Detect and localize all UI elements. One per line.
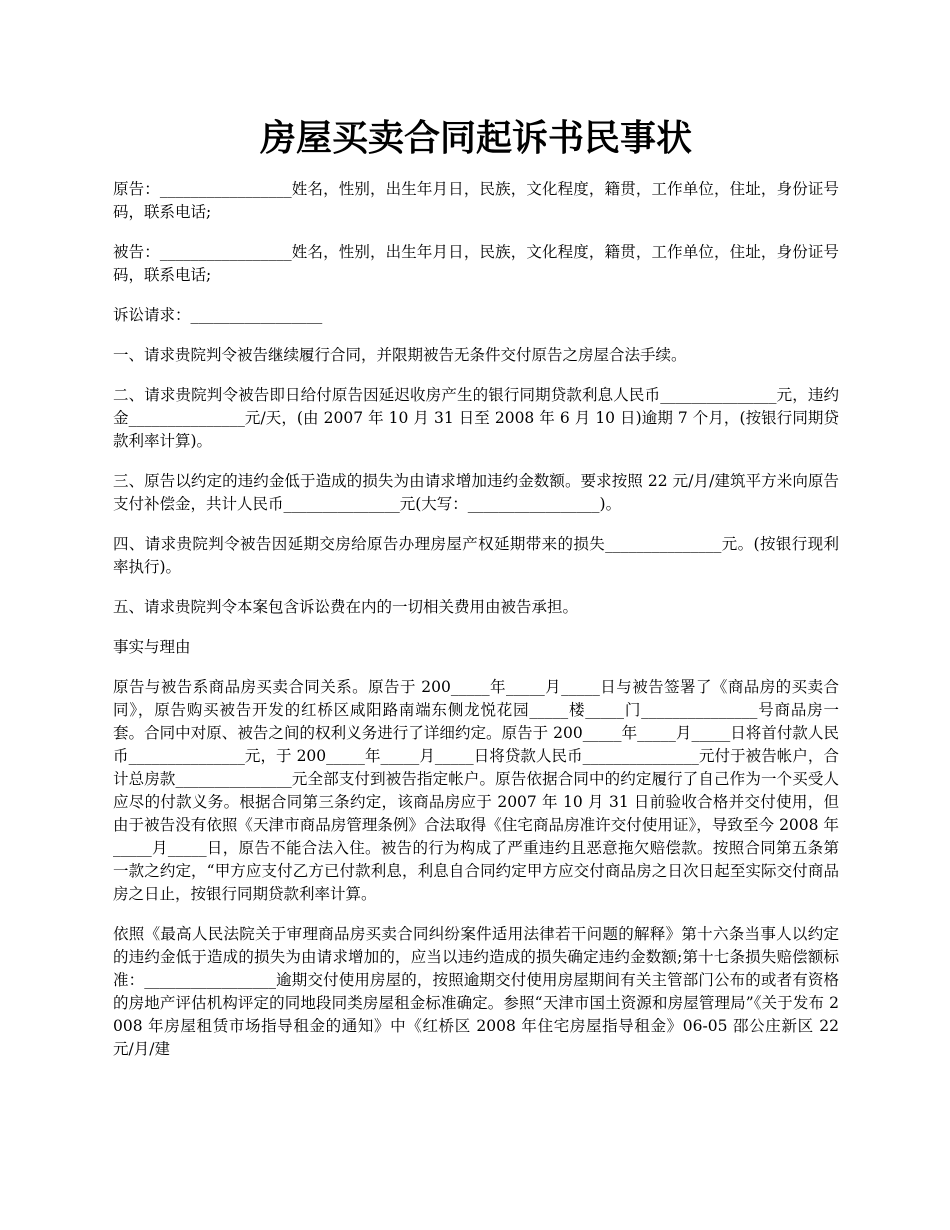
document-title: 房屋买卖合同起诉书民事状 — [259, 117, 692, 159]
claims-heading: 诉讼请求：_________________ — [113, 306, 323, 324]
claim-item-4: 四、请求贵院判令被告因延期交房给原告办理房屋产权延期带来的损失_______________元。(按银行现利率执行)。 — [113, 535, 839, 576]
legal-basis-paragraph: 依照《最高人民法院关于审理商品房买卖合同纠纷案件适用法律若干问题的解释》第十六条当事人以约定的违约金低于造成的损失为由请求增加的，应当以违约造成的损失确定违约金数额;第十七条损失赔偿额标准：_________________逾期交付使用房屋的，按照逾期交付使用房屋期间有关主管部门公布的或者有资格的房地产评估机构评定的同地段同类房屋租金标准确定。参照“天津市国土资源和房屋管理局”《关于发布 2008 年房屋租赁市场指导租金的通知》中《红桥区 2008 年住宅房屋指导租金》06-05 邵公庄新区 22 元/月/建 — [113, 925, 839, 1058]
defendant-paragraph: 被告：_________________姓名，性别，出生年月日，民族，文化程度，籍贯，工作单位，住址，身份证号码，联系电话; — [113, 243, 839, 284]
claim-item-3: 三、原告以约定的违约金低于造成的损失为由请求增加违约金数额。要求按照 22 元/月/建筑平方米向原告支付补偿金，共计人民币_______________元(大写：_________________)。 — [113, 472, 839, 513]
plaintiff-paragraph: 原告：_________________姓名，性别，出生年月日，民族，文化程度，籍贯，工作单位，住址，身份证号码，联系电话; — [113, 180, 839, 221]
claim-item-1: 一、请求贵院判令被告继续履行合同，并限期被告无条件交付原告之房屋合法手续。 — [113, 346, 687, 364]
document-page — [113, 112, 839, 1077]
facts-paragraph: 原告与被告系商品房买卖合同关系。原告于 200_____年_____月_____日与被告签署了《商品房的买卖合同》，原告购买被告开发的红桥区咸阳路南端东侧龙悦花园_____楼_____门_______________号商品房一套。合同中对原、被告之间的权利义务进行了详细约定。原告于 200_____年_____月_____日将首付款人民币_______________元，于 200_____年_____月_____日将贷款人民币_______________元付于被告帐户，合计总房款_______________元全部支付到被告指定帐户。原告依据合同中的约定履行了自己作为一个买受人应尽的付款义务。根据合同第三条约定，该商品房应于 2007 年 10 月 31 日前验收合格并交付使用，但由于被告没有依照《天津市商品房管理条例》合法取得《住宅商品房准许交付使用证》，导致至今 2008 年_____月_____日，原告不能合法入住。被告的行为构成了严重违约且恶意拖欠赔偿款。按照合同第五条第一款之约定，“甲方应支付乙方已付款利息，利息自合同约定甲方应交付商品房之日次日起至实际交付商品房之日止，按银行同期贷款利率计算。 — [113, 678, 839, 903]
claim-item-2: 二、请求贵院判令被告即日给付原告因延迟收房产生的银行同期贷款利息人民币_______________元，违约金_______________元/天，(由 2007 年 10 月 31 日至 2008 年 6 月 10 日)逾期 7 个月，(按银行同期贷款利率计算)。 — [113, 386, 839, 450]
claim-item-5: 五、请求贵院判令本案包含诉讼费在内的一切相关费用由被告承担。 — [113, 598, 579, 616]
facts-heading: 事实与理由 — [113, 638, 191, 656]
